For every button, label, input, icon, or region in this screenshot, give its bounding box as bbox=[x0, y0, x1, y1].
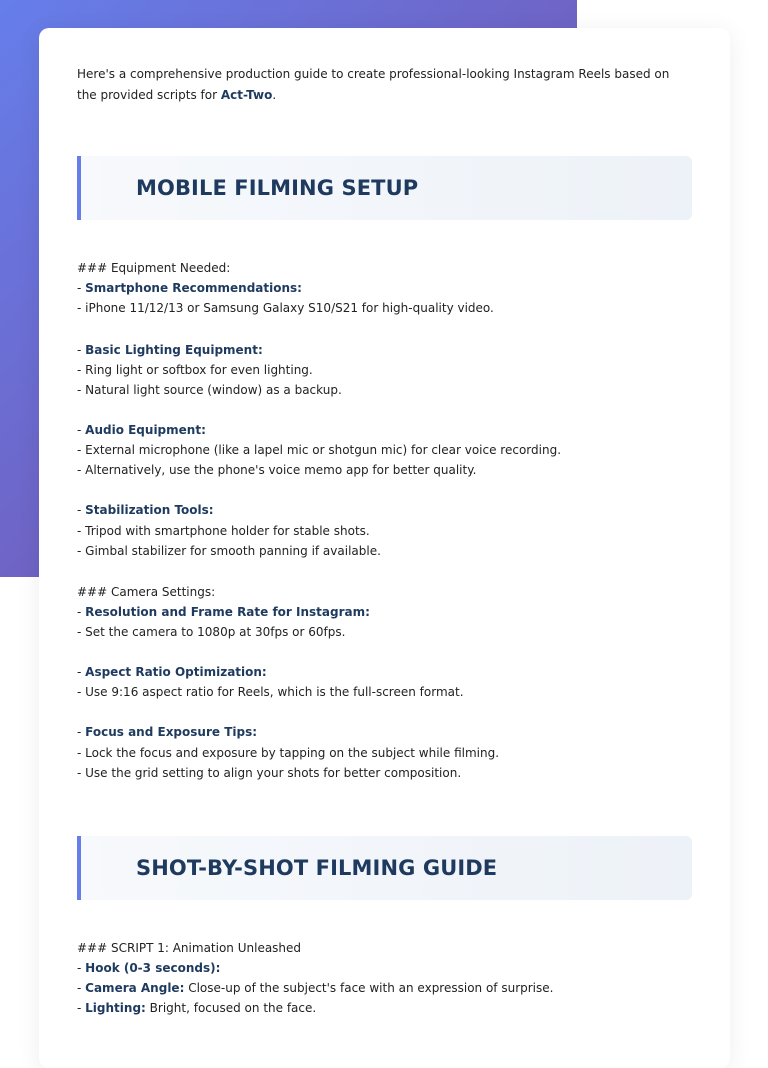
camera-settings-heading: ### Camera Settings: bbox=[77, 585, 216, 599]
lighting-guide-line bbox=[77, 998, 316, 1018]
smartphone-label-line bbox=[77, 278, 302, 298]
camera-angle-label: Camera Angle: bbox=[85, 981, 185, 995]
audio-label-line bbox=[77, 420, 206, 440]
lighting-guide-text: Bright, focused on the face. bbox=[145, 1001, 317, 1015]
bullet-dash: - bbox=[77, 343, 86, 357]
stabilization-item: - Gimbal stabilizer for smooth panning if available. bbox=[77, 544, 381, 558]
bullet-dash: - bbox=[77, 725, 86, 739]
intro-end: . bbox=[272, 88, 277, 102]
aspect-label: Aspect Ratio Optimization: bbox=[85, 665, 267, 679]
lighting-label: Basic Lighting Equipment: bbox=[85, 343, 263, 357]
lighting-guide-label: Lighting: bbox=[85, 1001, 146, 1015]
aspect-item: - Use 9:16 aspect ratio for Reels, which is the full-screen format. bbox=[77, 685, 464, 699]
section-title: MOBILE FILMING SETUP bbox=[136, 176, 419, 200]
focus-item: - Lock the focus and exposure by tapping on the subject while filming. bbox=[77, 746, 500, 760]
focus-item: - Use the grid setting to align your shots for better composition. bbox=[77, 766, 462, 780]
stabilization-label: Stabilization Tools: bbox=[85, 503, 214, 517]
camera-angle-line bbox=[77, 978, 553, 998]
brand-name: Act-Two bbox=[220, 88, 273, 102]
hook-label: Hook (0-3 seconds): bbox=[85, 961, 221, 975]
section-header-shot-by-shot bbox=[77, 836, 692, 900]
script-heading: ### SCRIPT 1: Animation Unleashed bbox=[77, 941, 302, 955]
lighting-item: - Natural light source (window) as a backup. bbox=[77, 383, 342, 397]
camera-angle-text: Close-up of the subject's face with an expression of surprise. bbox=[184, 981, 554, 995]
audio-item: - Alternatively, use the phone's voice memo app for better quality. bbox=[77, 463, 477, 477]
intro-text: Here's a comprehensive production guide to create professional-looking Instagram Reels based on the provided scripts for bbox=[77, 67, 670, 102]
bullet-dash: - bbox=[77, 981, 86, 995]
bullet-dash: - bbox=[77, 1001, 86, 1015]
smartphone-label: Smartphone Recommendations: bbox=[85, 281, 302, 295]
resolution-label-line bbox=[77, 602, 370, 622]
stabilization-item: - Tripod with smartphone holder for stable shots. bbox=[77, 524, 370, 538]
aspect-label-line bbox=[77, 662, 267, 682]
bullet-dash: - bbox=[77, 503, 86, 517]
section-title: SHOT-BY-SHOT FILMING GUIDE bbox=[136, 856, 498, 880]
document-card bbox=[39, 28, 730, 1068]
bullet-dash: - bbox=[77, 281, 86, 295]
lighting-item: - Ring light or softbox for even lighting. bbox=[77, 363, 313, 377]
intro-paragraph bbox=[77, 64, 692, 106]
bullet-dash: - bbox=[77, 423, 86, 437]
lighting-label-line bbox=[77, 340, 263, 360]
audio-label: Audio Equipment: bbox=[85, 423, 206, 437]
resolution-label: Resolution and Frame Rate for Instagram: bbox=[85, 605, 370, 619]
focus-label-line bbox=[77, 722, 257, 742]
focus-label: Focus and Exposure Tips: bbox=[85, 725, 258, 739]
resolution-item: - Set the camera to 1080p at 30fps or 60fps. bbox=[77, 625, 346, 639]
stabilization-label-line bbox=[77, 500, 214, 520]
hook-label-line bbox=[77, 958, 220, 978]
audio-item: - External microphone (like a lapel mic or shotgun mic) for clear voice recording. bbox=[77, 443, 562, 457]
bullet-dash: - bbox=[77, 665, 86, 679]
section-header-mobile-filming bbox=[77, 156, 692, 220]
smartphone-item: - iPhone 11/12/13 or Samsung Galaxy S10/S21 for high-quality video. bbox=[77, 301, 494, 315]
equipment-heading: ### Equipment Needed: bbox=[77, 261, 231, 275]
bullet-dash: - bbox=[77, 961, 86, 975]
bullet-dash: - bbox=[77, 605, 86, 619]
